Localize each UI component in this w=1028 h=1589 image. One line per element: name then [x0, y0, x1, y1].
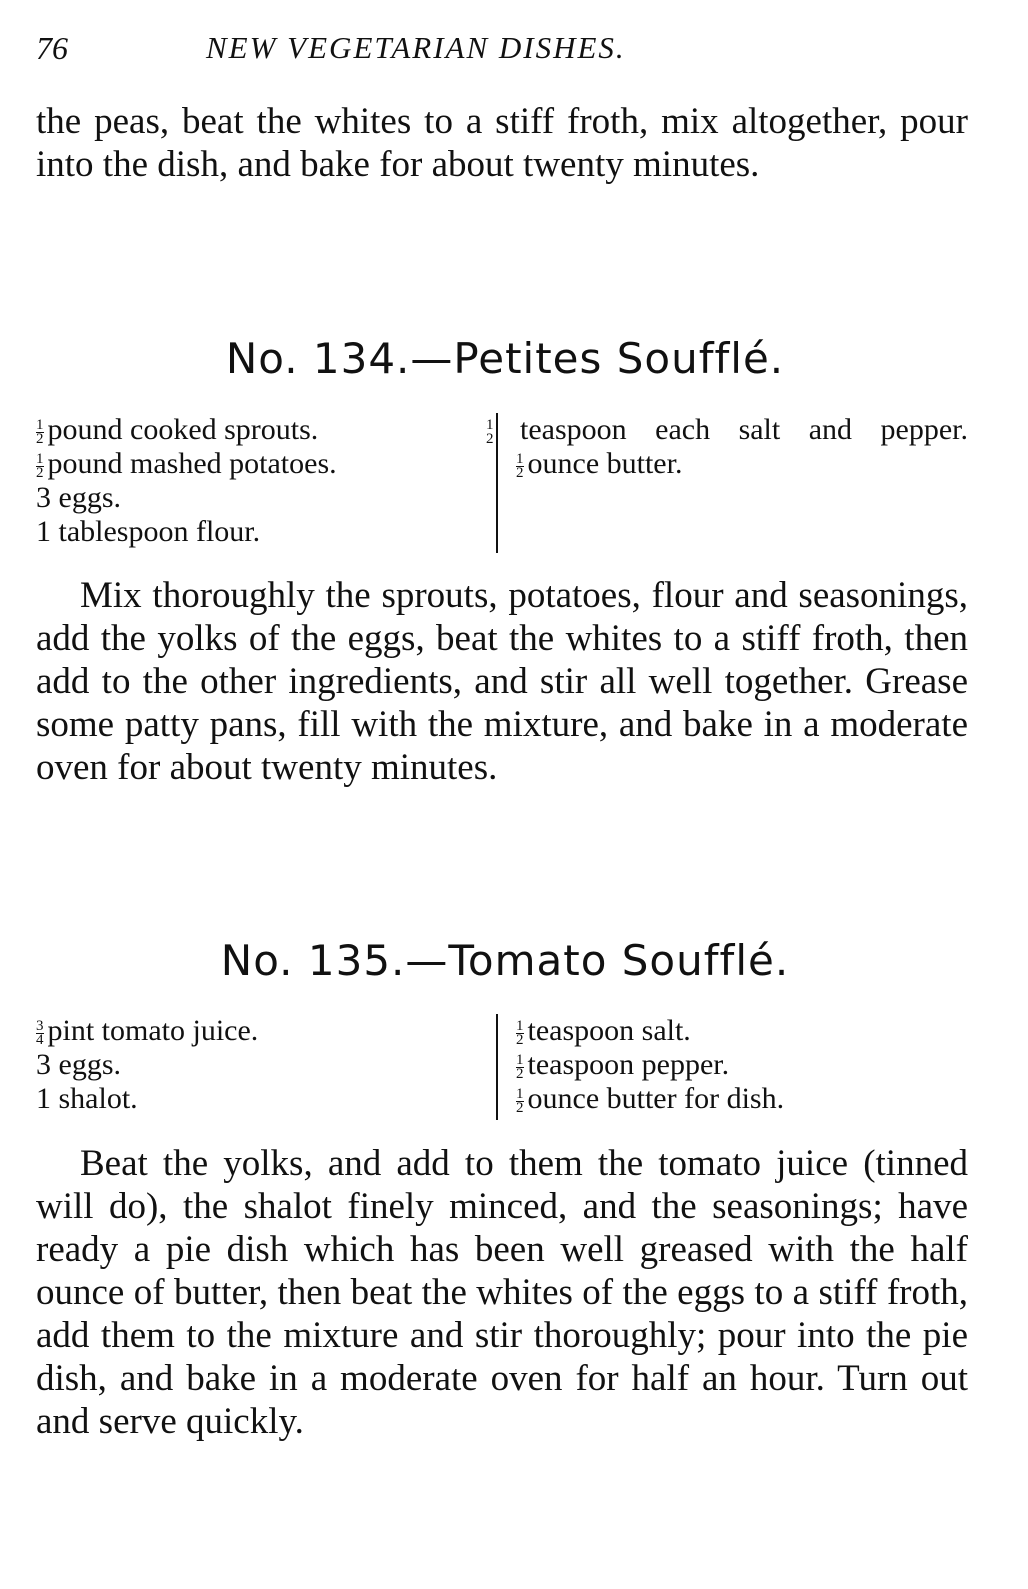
ingredient-line: $\frac{1}{2}$ ounce butter. — [516, 447, 683, 481]
recipe-134-title: No. 134.—Petites Soufflé. — [225, 334, 785, 383]
recipe-135-title: No. 135.—Tomato Soufflé. — [220, 936, 790, 985]
ingredient-line: $\frac{1}{2}$ teaspoon pepper. — [516, 1048, 730, 1082]
recipe-134-ingredients — [36, 413, 968, 553]
fraction: $\frac{1}{2}$ — [36, 416, 44, 447]
recipe-135-ingredients-right — [516, 1014, 968, 1116]
recipe-134-method: Mix thoroughly the sprouts, potatoes, flour and seasonings, add the yolks of the eggs, beat the whites to a stiff froth, then add to the other ingredients, and stir all well together. Grease some patty pans, fill with the mixture, and bake in a moderate oven for about twenty minutes. — [36, 575, 968, 788]
ingredient-line: 1 tablespoon flour. — [36, 515, 261, 548]
fraction: $\frac{1}{2}$ — [516, 450, 524, 481]
ingredient-line: $\frac{1}{2}$ ounce butter for dish. — [516, 1082, 785, 1116]
recipe-135-ingredients — [36, 1014, 968, 1120]
fraction: $\frac{1}{2}$ — [516, 1085, 524, 1116]
intro-paragraph: the peas, beat the whites to a stiff froth, mix altogether, pour into the dish, and bake for about twenty minutes. — [36, 101, 968, 185]
ingredient-line: $\frac{1}{2}$ teaspoon each salt and pepper. — [486, 413, 968, 447]
page-header — [36, 30, 776, 74]
column-divider — [496, 413, 498, 553]
page-number: 76 — [36, 30, 68, 66]
ingredient-line: 1 shalot. — [36, 1082, 138, 1115]
ingredient-line: $\frac{1}{2}$ pound cooked sprouts. — [36, 413, 319, 447]
ingredient-line: 3 eggs. — [36, 481, 121, 514]
recipe-135-method: Beat the yolks, and add to them the tomato juice (tinned will do), the shalot finely minced, and the seasonings; have ready a pie dish which has been well greased with the half ounce of butter, then beat the whites of the eggs to a stiff froth, add them to the mixture and stir thoroughly; pour into the pie dish, and bake in a moderate oven for half an hour. Turn out and serve quickly. — [36, 1143, 968, 1442]
ingredient-line: $\frac{1}{2}$ teaspoon salt. — [516, 1014, 691, 1048]
recipe-134-ingredients-right — [486, 413, 968, 481]
fraction: $\frac{1}{2}$ — [516, 1051, 524, 1082]
ingredient-line: $\frac{3}{4}$ pint tomato juice. — [36, 1014, 259, 1048]
fraction: $\frac{1}{2}$ — [36, 450, 44, 481]
fraction: $\frac{1}{2}$ — [516, 1017, 524, 1048]
running-title: NEW VEGETARIAN DISHES. — [206, 30, 626, 65]
recipe-135-ingredients-left — [36, 1014, 481, 1116]
column-divider — [496, 1014, 498, 1120]
ingredient-line: 3 eggs. — [36, 1048, 121, 1081]
ingredient-line: $\frac{1}{2}$ pound mashed potatoes. — [36, 447, 337, 481]
recipe-134-ingredients-left — [36, 413, 481, 549]
fraction: $\frac{3}{4}$ — [36, 1017, 44, 1048]
